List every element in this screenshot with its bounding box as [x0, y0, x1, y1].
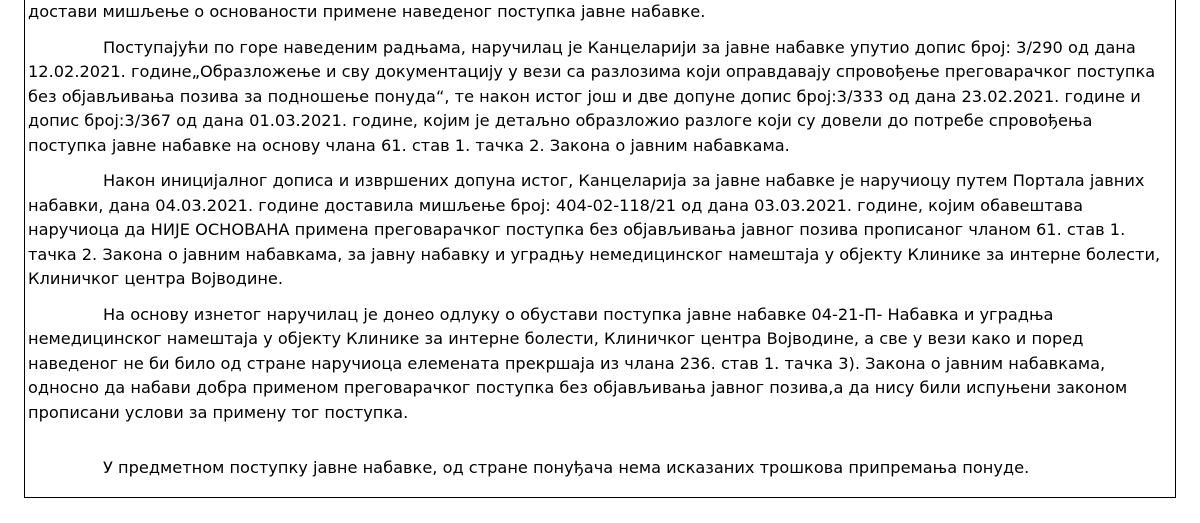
- text-line: наведеног не би било од стране наручиоца елемената прекршаја из члана 236. став 1. тачка 3). Закона о јавним набавкама,: [28, 353, 1106, 373]
- paragraph-top-fragment: [28, 0, 1176, 25]
- text-line: односно да набави добра применом преговарачког поступка без објављивања јавног позива,а да нису били испуњени законом: [28, 378, 1128, 397]
- text-line: поступка јавне набавке на основу члана 61. став 1. тачка 2. Закона о јавним набавкама.: [28, 135, 790, 155]
- text-line: без објављивања позива за подношење понуда“, те након истог још и две допуне допис број:3/333 од дана 23.02.2021. године и: [28, 86, 1141, 106]
- text-line: допис број:3/367 од дана 01.03.2021. године, којим је детаљно образложио разлоге који су довели до потребе спровођења: [28, 111, 1093, 130]
- text-line: достави мишљење о основаности примене наведеног поступка јавне набавке.: [28, 2, 706, 21]
- text-line: набавки, дана 04.03.2021. године доставила мишљење број: 404-02-118/21 од дана 03.03.2021. године, којим обавештава: [28, 195, 1084, 215]
- text-line: Поступајући по горе наведеним радњама, наручилац је Канцеларији за јавне набавке упутио допис број: 3/290 од дана: [103, 37, 1136, 57]
- text-line: прописани услови за примену тог поступка.: [28, 402, 409, 422]
- paragraph-4: [28, 456, 1176, 481]
- text-line: На основу изнетог наручилац је донео одлуку о обустави поступка јавне набавке 04-21-П- Набавка и уградња: [103, 304, 1054, 324]
- paragraph-1: [28, 36, 1176, 159]
- text-line: 12.02.2021. године„Образложење и сву документацију у вези са разлозима који оправдавају спровођење преговарачког поступка: [28, 62, 1156, 81]
- paragraph-2: [28, 169, 1176, 292]
- text-line: Након иницијалног дописа и извршених допуна истог, Канцеларија за јавне набавке је наручиоцу путем Портала јавних: [103, 171, 1145, 190]
- text-line: немедицинског намештаја у објекту Клинике за интерне болести, Клиничког центра Војводине, а све у вези како и поред: [28, 329, 1084, 348]
- text-line: Клиничког центра Војводине.: [28, 269, 284, 288]
- document-body: [28, 0, 1176, 481]
- text-line: наручиоца да НИЈЕ ОСНОВАНА примена преговарачког поступка без објављивања јавног позива прописаног чланом 61. став 1.: [28, 220, 1126, 239]
- text-line: У предметном поступку јавне набавке, од стране понуђача нема исказаних трошкова припремања понуде.: [103, 458, 1030, 477]
- text-line: тачка 2. Закона о јавним набавкама, за јавну набавку и уградњу немедицинског намештаја у објекту Клинике за интерне болести,: [28, 244, 1161, 264]
- paragraph-3: [28, 303, 1176, 426]
